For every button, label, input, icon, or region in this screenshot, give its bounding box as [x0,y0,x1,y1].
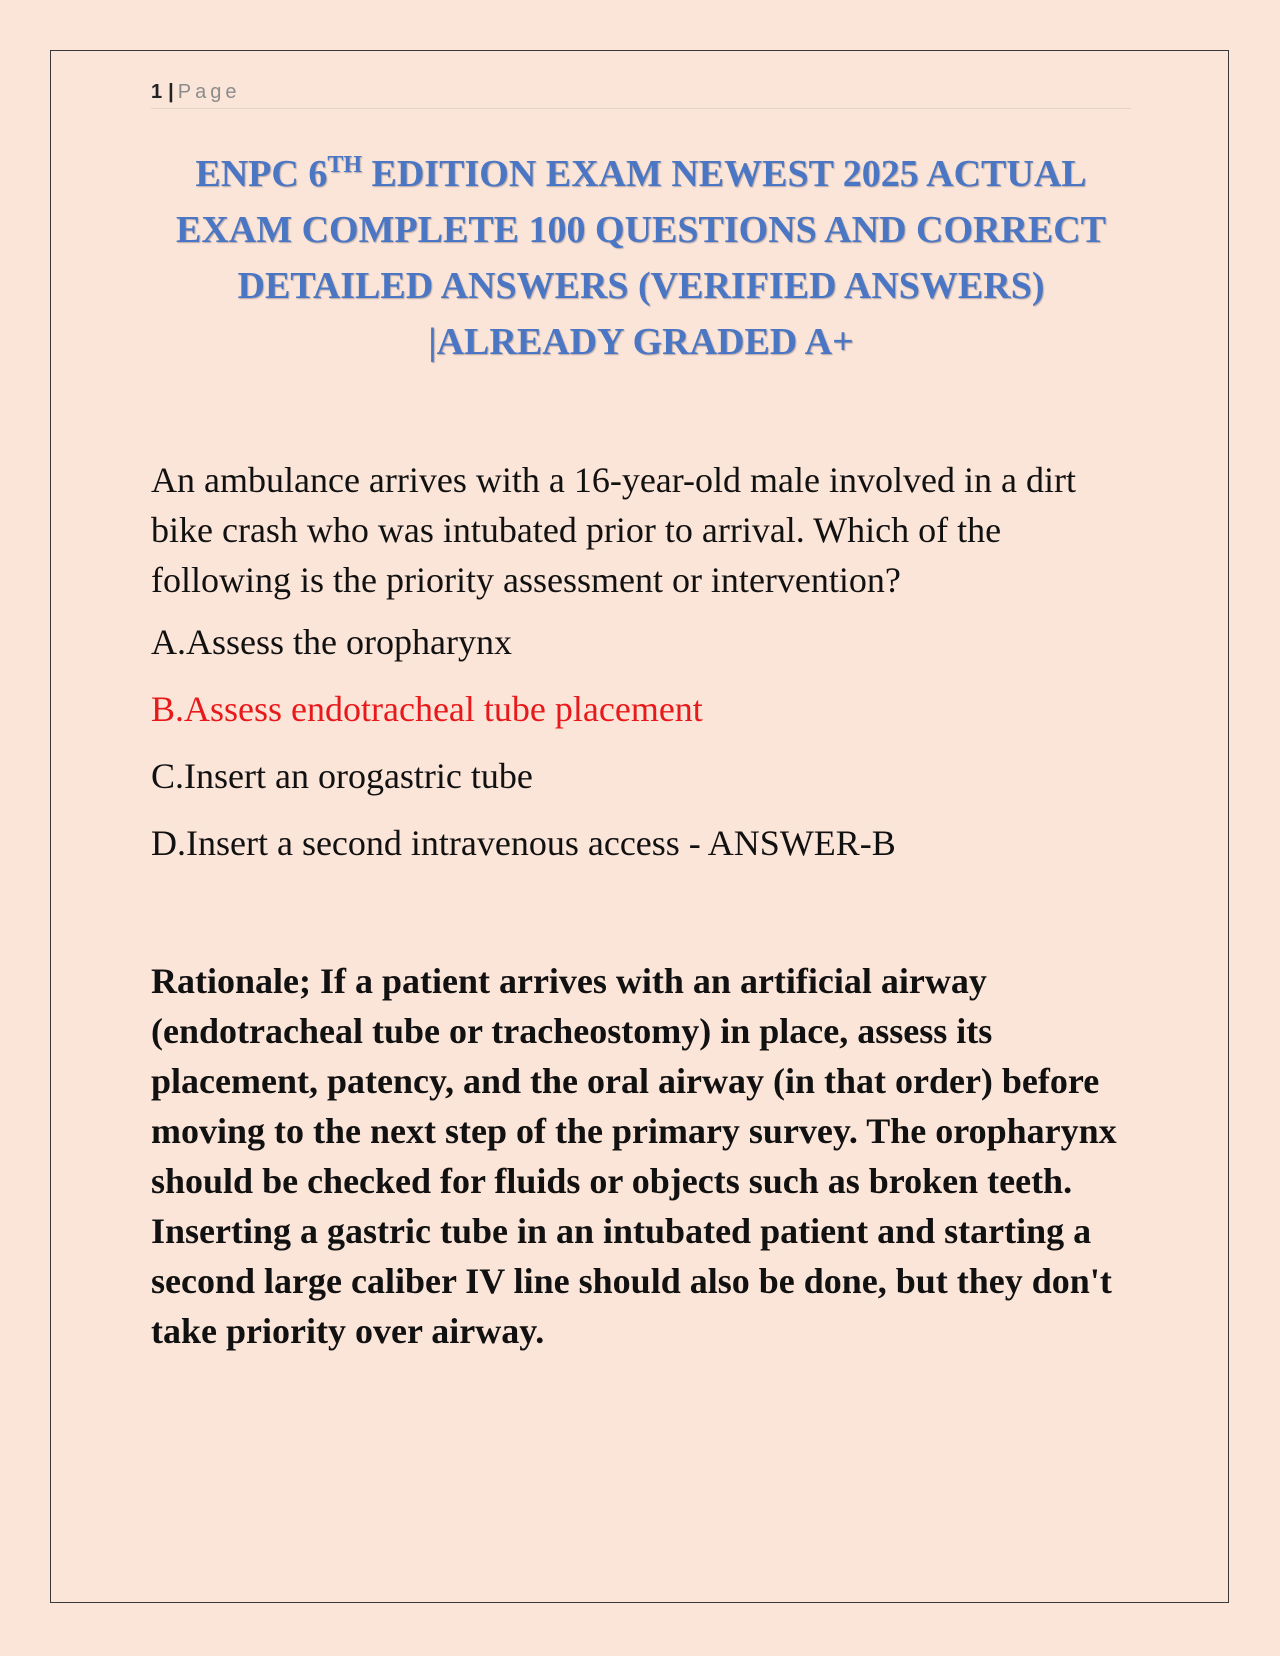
document-title [151,146,1131,370]
title-line-1 [151,146,1131,202]
rationale-text: Rationale; If a patient arrives with an artificial airway (endotracheal tube or tracheostomy) in place, assess its placement, patency, and the oral airway (in that order) before moving to the next step of the primary survey. The oropharynx should be checked for fluids or objects such as broken teeth. Inserting a gastric tube in an intubated patient and starting a second large caliber IV line should also be done, but they don't take priority over airway. [151,961,1117,1351]
title-superscript: TH [327,152,363,178]
option-d: D.Insert a second intravenous access - ANSWER-B [151,823,896,863]
option-a: A.Assess the oropharynx [151,622,512,662]
title-line-3: DETAILED ANSWERS (VERIFIED ANSWERS) [237,265,1045,307]
page-number: 1 [151,81,163,103]
title-line-1-start: ENPC 6 [195,153,328,195]
question-block [151,455,1131,885]
page-header-separator: | [168,81,174,103]
page-label: Page [177,81,241,103]
question-text: An ambulance arrives with a 16-year-old male involved in a dirt bike crash who was intubated prior to arrival. Which of the following is the priority assessment or intervention? [151,460,1076,600]
title-line-1-end: EDITION EXAM NEWEST 2025 ACTUAL [362,153,1087,195]
title-line-2: EXAM COMPLETE 100 QUESTIONS AND CORRECT [175,209,1107,251]
option-c: C.Insert an orogastric tube [151,756,533,796]
title-line-4: |ALREADY GRADED A+ [428,321,854,363]
option-b-correct: B.Assess endotracheal tube placement [151,689,703,729]
page-header [151,78,1131,109]
